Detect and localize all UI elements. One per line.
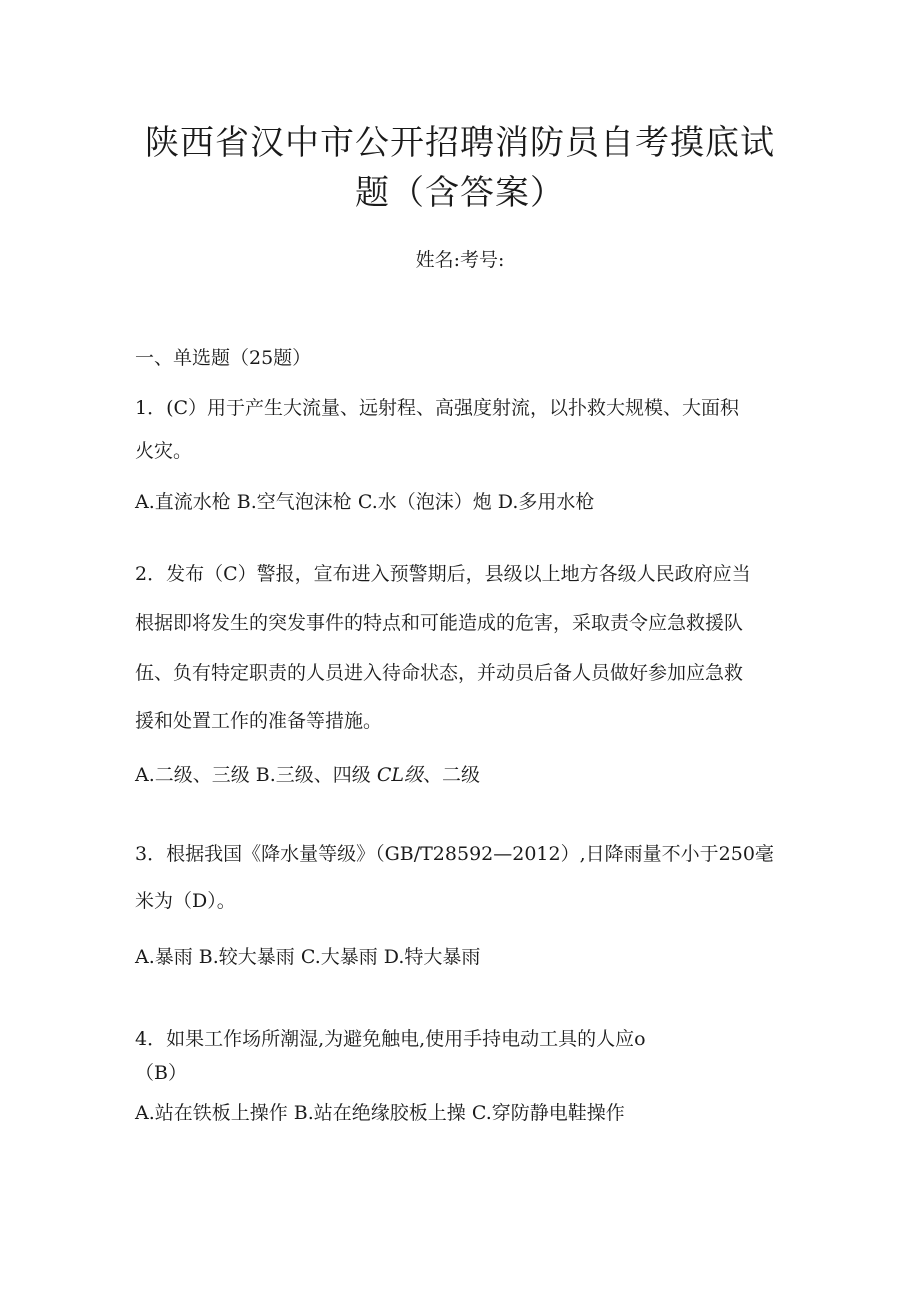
q2-options-ab: A.二级、三级 B.三级、四级 (135, 764, 377, 786)
q3-text-line-2: 米为（D）。 (135, 890, 236, 912)
q2-text-line-3: 伍、负有特定职责的人员进入待命状态，并动员后备人员做好参加应急救 (135, 662, 744, 684)
q2-options-c: CL级 (376, 764, 423, 786)
q2-options-rest: 、二级 (423, 764, 481, 786)
section-heading: 一、单选题（25题） (135, 347, 312, 369)
q4-text-line-1: 4．如果工作场所潮湿,为避免触电,使用手持电动工具的人应o (135, 1028, 646, 1050)
q2-text-line-4: 援和处置工作的准备等措施。 (135, 710, 383, 732)
q1-text-line-2: 火灾。 (135, 440, 193, 462)
q4-options: A.站在铁板上操作 B.站在绝缘胶板上操 C.穿防静电鞋操作 (135, 1102, 625, 1124)
q1-text-line-1: 1．(C）用于产生大流量、远射程、高强度射流，以扑救大规模、大面积 (135, 397, 740, 419)
q4-text-line-2: （B） (135, 1062, 187, 1084)
doc-title-line-1: 陕西省汉中市公开招聘消防员自考摸底试 (145, 123, 775, 163)
q2-options (135, 760, 480, 787)
q2-text-line-1: 2．发布（C）警报，宣布进入预警期后，县级以上地方各级人民政府应当 (135, 563, 751, 585)
q1-options: A.直流水枪 B.空气泡沫枪 C.水（泡沫）炮 D.多用水枪 (135, 491, 595, 513)
name-exam-number-line: 姓名:考号: (415, 249, 505, 271)
q3-options: A.暴雨 B.较大暴雨 C.大暴雨 D.特大暴雨 (135, 946, 481, 968)
q2-text-line-2: 根据即将发生的突发事件的特点和可能造成的危害，采取责令应急救援队 (135, 612, 744, 634)
doc-title-line-2: 题（含答案） (355, 173, 565, 213)
q3-text-line-1: 3．根据我国《降水量等级》（GB/T28592—2012）,日降雨量不小于250毫 (135, 843, 774, 865)
